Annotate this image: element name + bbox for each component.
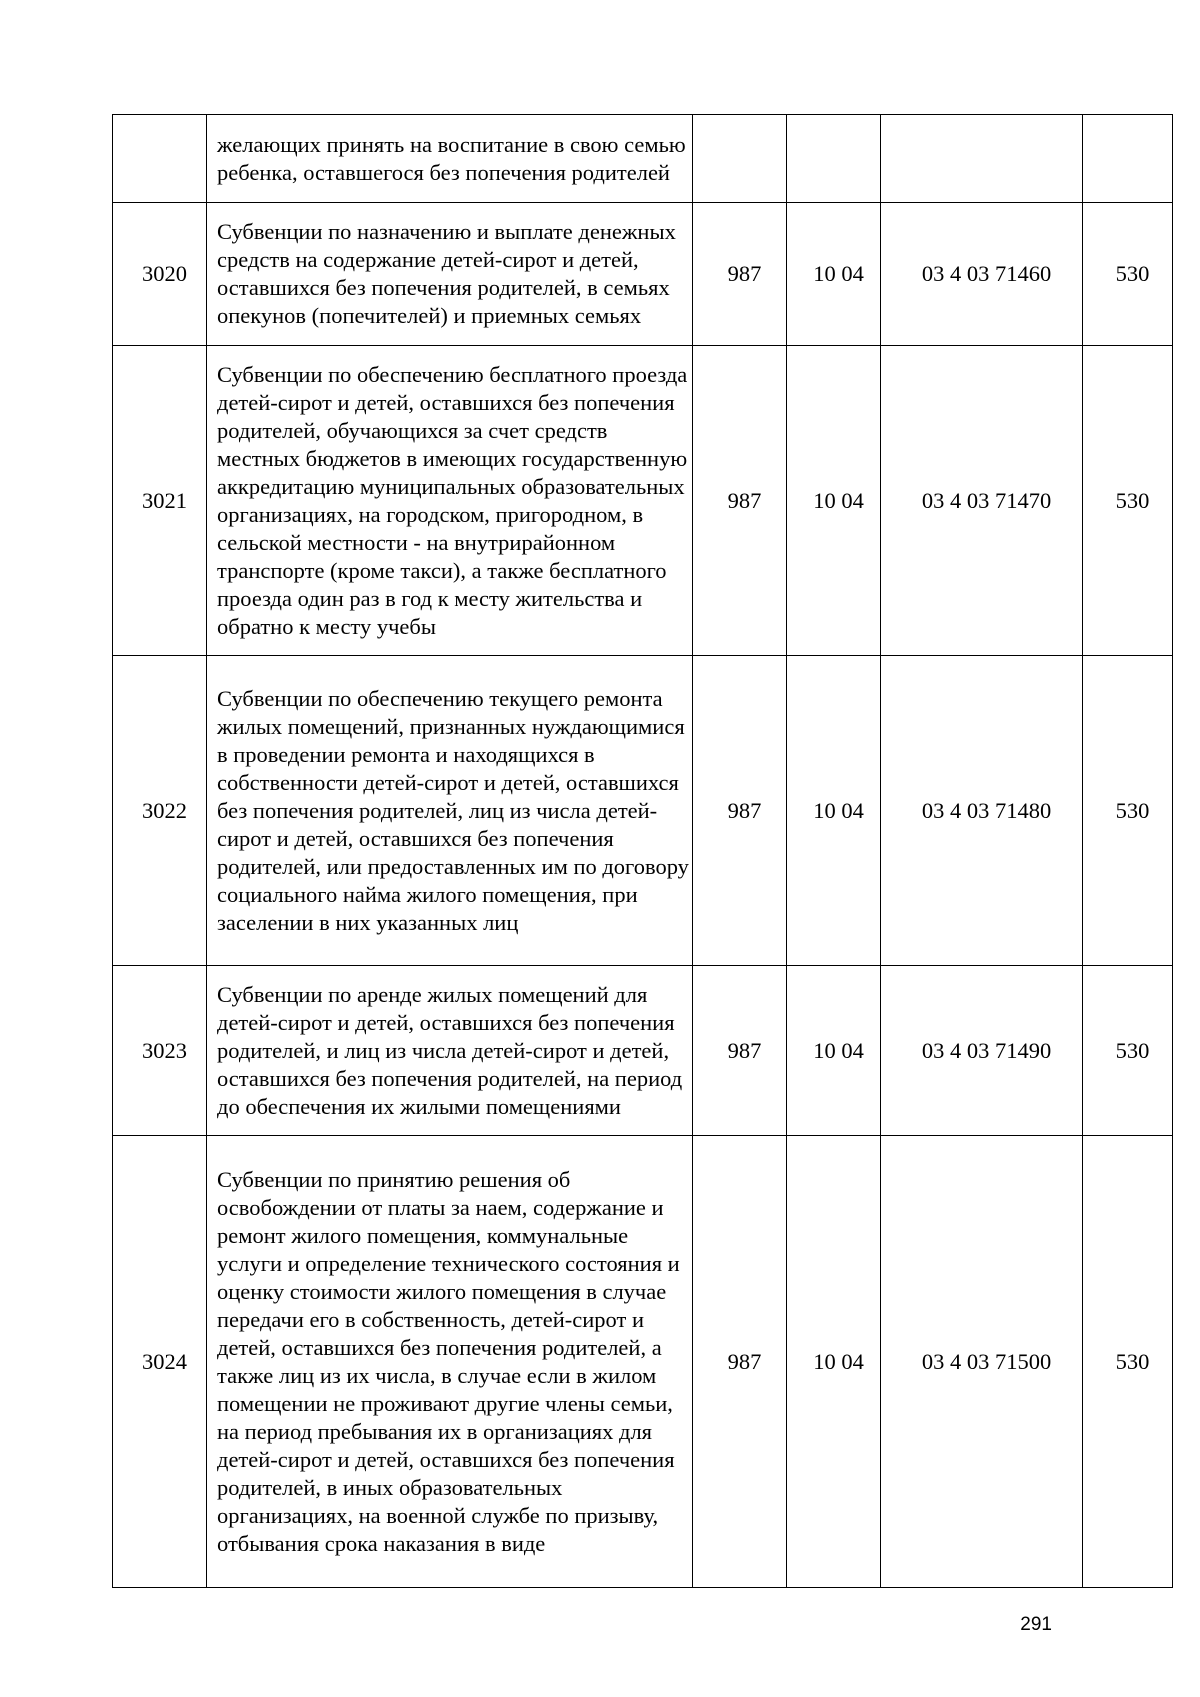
row-type-code — [1083, 115, 1173, 203]
row-target-code — [881, 115, 1083, 203]
row-code: 3020 — [113, 203, 207, 346]
page-number: 291 — [1020, 1614, 1052, 1635]
table-row — [113, 346, 1173, 656]
row-admin-code: 987 — [693, 203, 787, 346]
row-type-code: 530 — [1083, 966, 1173, 1136]
row-target-code: 03 4 03 71480 — [881, 656, 1083, 966]
table-row — [113, 115, 1173, 203]
budget-table — [112, 114, 1173, 1588]
row-name: Субвенции по обеспечению текущего ремонта жилых помещений, признанных нуждающимися в проведении ремонта и находящихся в собственности детей-сирот и детей, оставшихся без попечения родителей, лиц из числа детей-сирот и детей, оставшихся без попечения родителей, или предоставленных им по договору социального найма жилого помещения, при заселении в них указанных лиц — [207, 656, 693, 966]
row-type-code: 530 — [1083, 203, 1173, 346]
row-target-code: 03 4 03 71460 — [881, 203, 1083, 346]
row-admin-code: 987 — [693, 346, 787, 656]
row-target-code: 03 4 03 71470 — [881, 346, 1083, 656]
row-admin-code: 987 — [693, 656, 787, 966]
row-type-code: 530 — [1083, 1136, 1173, 1588]
row-code: 3023 — [113, 966, 207, 1136]
row-name: Субвенции по аренде жилых помещений для детей-сирот и детей, оставшихся без попечения родителей, и лиц из числа детей-сирот и детей, оставшихся без попечения родителей, на период до обеспечения их жилыми помещениями — [207, 966, 693, 1136]
row-code: 3022 — [113, 656, 207, 966]
row-section-code: 10 04 — [787, 966, 881, 1136]
row-code: 3021 — [113, 346, 207, 656]
row-type-code: 530 — [1083, 656, 1173, 966]
row-admin-code: 987 — [693, 966, 787, 1136]
row-target-code: 03 4 03 71500 — [881, 1136, 1083, 1588]
row-admin-code — [693, 115, 787, 203]
row-section-code: 10 04 — [787, 203, 881, 346]
row-section-code: 10 04 — [787, 656, 881, 966]
row-section-code: 10 04 — [787, 1136, 881, 1588]
row-section-code — [787, 115, 881, 203]
row-name: Субвенции по назначению и выплате денежных средств на содержание детей-сирот и детей, оставшихся без попечения родителей, в семьях опекунов (попечителей) и приемных семьях — [207, 203, 693, 346]
table-row — [113, 966, 1173, 1136]
row-section-code: 10 04 — [787, 346, 881, 656]
table-row — [113, 656, 1173, 966]
row-code — [113, 115, 207, 203]
row-code: 3024 — [113, 1136, 207, 1588]
table-row — [113, 203, 1173, 346]
row-admin-code: 987 — [693, 1136, 787, 1588]
row-name: желающих принять на воспитание в свою семью ребенка, оставшегося без попечения родителей — [207, 115, 693, 203]
row-type-code: 530 — [1083, 346, 1173, 656]
row-name: Субвенции по принятию решения об освобождении от платы за наем, содержание и ремонт жилого помещения, коммунальные услуги и определение технического состояния и оценку стоимости жилого помещения в случае передачи его в собственность, детей-сирот и детей, оставшихся без попечения родителей, а также лиц из их числа, в случае если в жилом помещении не проживают другие члены семьи, на период пребывания их в организациях для детей-сирот и детей, оставшихся без попечения родителей, в иных образовательных организациях, на военной службе по призыву, отбывания срока наказания в виде — [207, 1136, 693, 1588]
row-target-code: 03 4 03 71490 — [881, 966, 1083, 1136]
row-name: Субвенции по обеспечению бесплатного проезда детей-сирот и детей, оставшихся без попечения родителей, обучающихся за счет средств местных бюджетов в имеющих государственную аккредитацию муниципальных образовательных организациях, на городском, пригородном, в сельской местности - на внутрирайонном транспорте (кроме такси), а также бесплатного проезда один раз в год к месту жительства и обратно к месту учебы — [207, 346, 693, 656]
table-row — [113, 1136, 1173, 1588]
